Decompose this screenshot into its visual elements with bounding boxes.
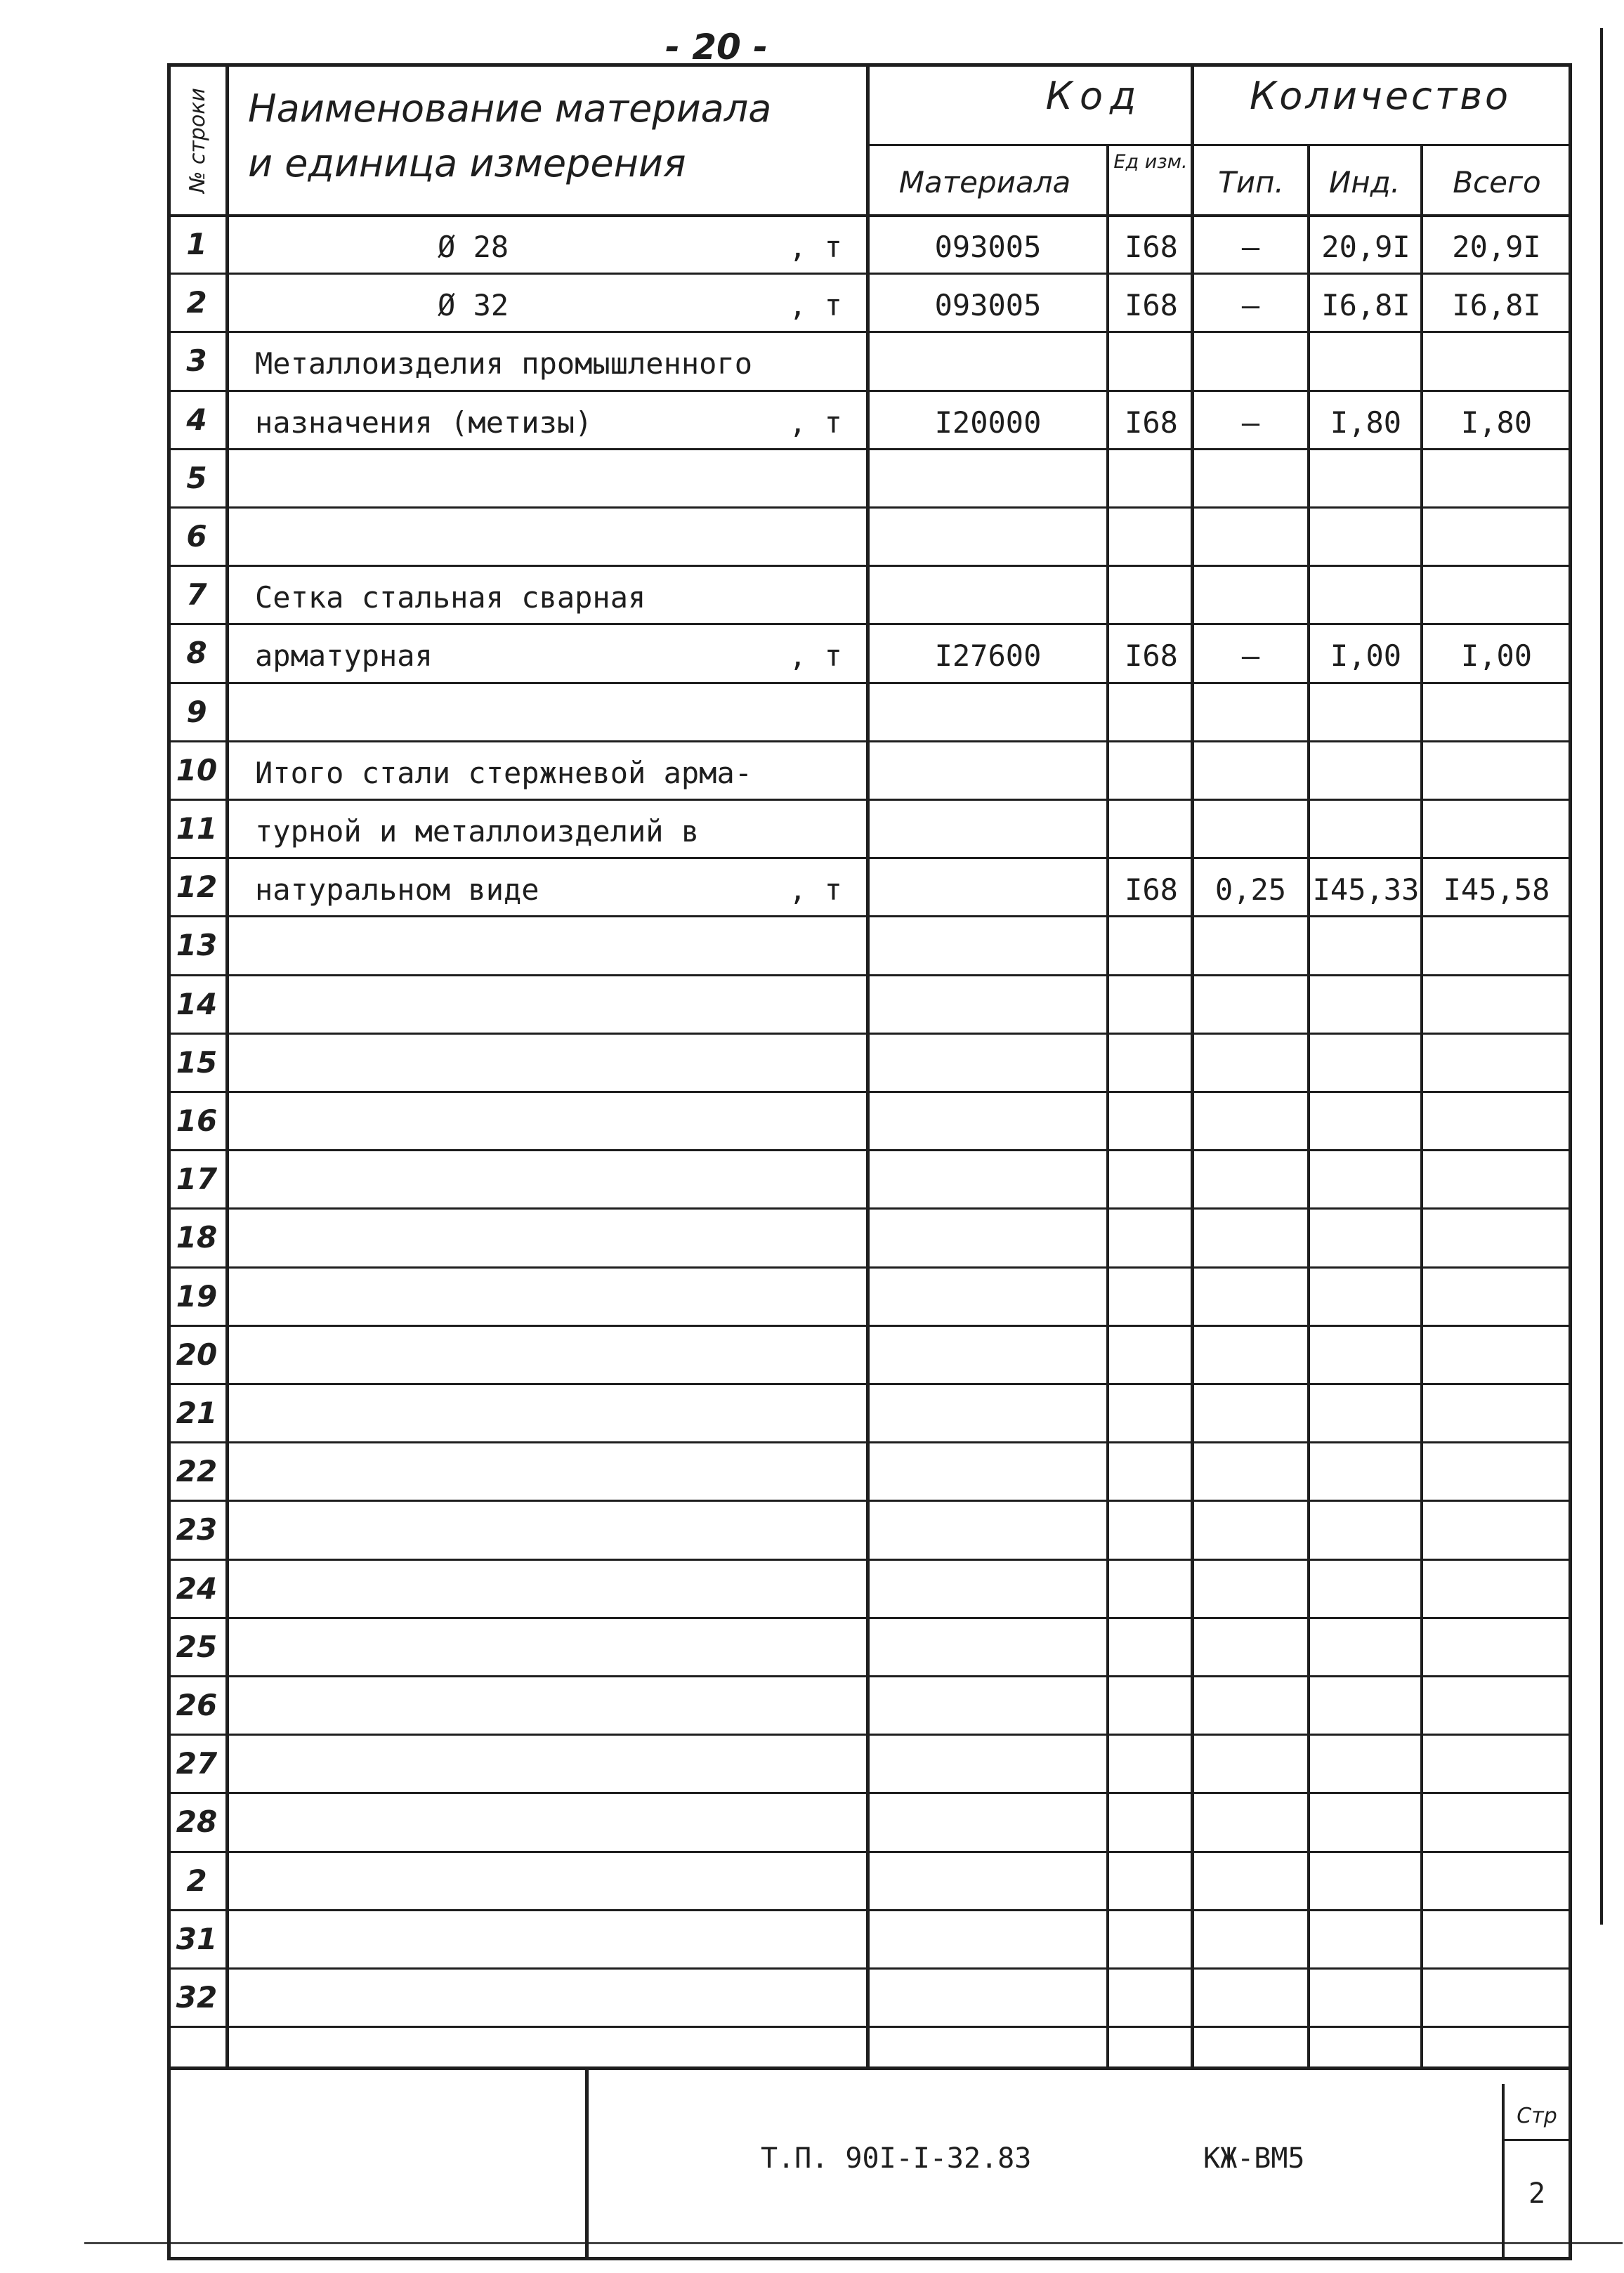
table-row bbox=[171, 448, 1569, 506]
row-number: 5 bbox=[186, 460, 207, 495]
row-qty-typ: – bbox=[1241, 288, 1260, 323]
row-unit: , т bbox=[789, 638, 842, 674]
row-number: 15 bbox=[176, 1044, 218, 1080]
row-unit: , т bbox=[789, 872, 842, 908]
footer-divider bbox=[585, 2066, 589, 2260]
row-name: натуральном виде bbox=[255, 872, 539, 908]
row-unit: , т bbox=[789, 288, 842, 323]
header-qty-total: Всего bbox=[1453, 165, 1541, 199]
row-number: 26 bbox=[176, 1688, 218, 1722]
table-row bbox=[171, 1792, 1569, 1850]
table-row bbox=[171, 740, 1569, 799]
row-number: 18 bbox=[176, 1220, 218, 1255]
row-number: 1 bbox=[186, 227, 207, 261]
row-number: 2 bbox=[186, 285, 207, 320]
header-row-number: № строки bbox=[185, 88, 211, 193]
table-row bbox=[171, 1851, 1569, 1909]
row-qty-ind: 20,9I bbox=[1321, 230, 1410, 264]
row-number: 6 bbox=[186, 519, 207, 553]
header-qty-typ: Тип. bbox=[1218, 165, 1284, 199]
table-row bbox=[171, 1149, 1569, 1207]
header-code-material: Материала bbox=[898, 165, 1071, 199]
header-name-line1: Наименование материала bbox=[248, 86, 772, 131]
row-number: 32 bbox=[176, 1980, 218, 2015]
row-qty-ind: I,00 bbox=[1330, 638, 1402, 674]
row-qty-total: I6,8I bbox=[1452, 288, 1541, 323]
table-row bbox=[171, 1559, 1569, 1617]
footer-mark: КЖ-ВМ5 bbox=[1203, 2142, 1305, 2175]
table-row bbox=[171, 1207, 1569, 1266]
row-qty-typ: – bbox=[1241, 405, 1260, 440]
table-row bbox=[171, 1441, 1569, 1500]
row-number: 16 bbox=[176, 1103, 218, 1138]
row-number: 28 bbox=[176, 1804, 218, 1840]
row-number: 7 bbox=[186, 577, 207, 613]
row-material-code: 093005 bbox=[934, 230, 1042, 264]
row-unit: , т bbox=[789, 230, 842, 264]
row-qty-total: 20,9I bbox=[1452, 230, 1541, 264]
row-qty-ind: I,80 bbox=[1330, 405, 1402, 440]
footer-sheet-number: 2 bbox=[1528, 2177, 1546, 2210]
row-number: 10 bbox=[176, 752, 218, 787]
row-name: Металлоизделия промышленного bbox=[255, 346, 753, 381]
row-number: 27 bbox=[176, 1746, 218, 1781]
row-name: турной и металлоизделий в bbox=[255, 814, 700, 849]
row-qty-total: I,00 bbox=[1460, 638, 1533, 674]
row-name: арматурная bbox=[255, 638, 433, 674]
footer-sheet-label: Стр bbox=[1517, 2104, 1557, 2128]
table-row bbox=[171, 799, 1569, 857]
table-row bbox=[171, 1266, 1569, 1325]
row-code-unit: I68 bbox=[1125, 872, 1178, 908]
row-material-code: I27600 bbox=[934, 638, 1042, 674]
row-qty-ind: I6,8I bbox=[1321, 288, 1410, 323]
table-row bbox=[171, 1909, 1569, 1967]
table-row bbox=[171, 506, 1569, 565]
footer-sheet-split bbox=[1502, 2139, 1572, 2141]
footer-doc-code: Т.П. 90I-I-32.83 bbox=[761, 2142, 1032, 2175]
row-number: 9 bbox=[186, 694, 207, 729]
row-name: Ø 28 bbox=[438, 230, 509, 264]
row-code-unit: I68 bbox=[1125, 405, 1178, 440]
row-number: 11 bbox=[176, 811, 218, 846]
row-number: 8 bbox=[186, 636, 207, 671]
row-number: 20 bbox=[176, 1337, 218, 1372]
table-row bbox=[171, 915, 1569, 974]
table-row bbox=[171, 1033, 1569, 1091]
row-number: 17 bbox=[176, 1162, 218, 1197]
row-number: 23 bbox=[176, 1512, 218, 1547]
table-row bbox=[171, 273, 1569, 331]
row-number: 14 bbox=[176, 986, 218, 1021]
row-number: 31 bbox=[176, 1921, 218, 1956]
row-name: Ø 32 bbox=[438, 288, 509, 323]
page-edge-line bbox=[1600, 28, 1603, 1925]
header-qty-ind: Инд. bbox=[1328, 165, 1401, 199]
row-material-code: 093005 bbox=[934, 288, 1042, 323]
header-code: Код bbox=[1045, 74, 1144, 118]
row-number: 19 bbox=[176, 1278, 218, 1314]
table-row bbox=[171, 974, 1569, 1033]
page-number: - 20 - bbox=[665, 27, 768, 67]
row-number: 3 bbox=[186, 343, 207, 379]
header-code-unit: Ед изм. bbox=[1113, 151, 1188, 173]
table-row bbox=[171, 2026, 1569, 2084]
table-row bbox=[171, 214, 1569, 273]
row-number: 22 bbox=[176, 1454, 218, 1489]
table-row bbox=[171, 1325, 1569, 1383]
table-row bbox=[171, 390, 1569, 448]
row-number: 21 bbox=[176, 1396, 218, 1430]
row-number: 2 bbox=[186, 1863, 207, 1898]
table-row bbox=[171, 331, 1569, 389]
footer-sheet-divider bbox=[1502, 2084, 1505, 2260]
table-row bbox=[171, 1091, 1569, 1149]
row-code-unit: I68 bbox=[1125, 638, 1178, 674]
row-qty-total: I,80 bbox=[1460, 405, 1533, 440]
table-row bbox=[171, 1675, 1569, 1734]
row-number: 12 bbox=[176, 870, 218, 905]
table-row bbox=[171, 1617, 1569, 1675]
row-qty-total: I45,58 bbox=[1443, 872, 1550, 908]
table-row bbox=[171, 857, 1569, 915]
table-row bbox=[171, 1500, 1569, 1558]
table-row bbox=[171, 1967, 1569, 2026]
table-row bbox=[171, 623, 1569, 681]
row-code-unit: I68 bbox=[1125, 288, 1178, 323]
table-row bbox=[171, 565, 1569, 623]
row-number: 24 bbox=[176, 1571, 218, 1606]
row-unit: , т bbox=[789, 405, 842, 440]
row-code-unit: I68 bbox=[1125, 230, 1178, 264]
row-material-code: I20000 bbox=[934, 405, 1042, 440]
row-qty-ind: I45,33 bbox=[1312, 872, 1420, 908]
row-name: Итого стали стержневой арма- bbox=[255, 755, 753, 790]
row-name: Сетка стальная сварная bbox=[255, 580, 646, 615]
row-number: 4 bbox=[186, 402, 207, 437]
row-qty-typ: – bbox=[1241, 230, 1260, 264]
row-number: 25 bbox=[176, 1629, 218, 1664]
header-subdivider bbox=[866, 144, 1569, 146]
table-row bbox=[171, 682, 1569, 740]
row-qty-typ: – bbox=[1241, 638, 1260, 674]
table-row bbox=[171, 1734, 1569, 1792]
spec-table-frame bbox=[167, 63, 1572, 2260]
row-number: 13 bbox=[176, 928, 218, 963]
header-quantity: Количество bbox=[1249, 74, 1512, 118]
row-name: назначения (метизы) bbox=[255, 405, 593, 440]
header-name-line2: и единица измерения bbox=[248, 141, 686, 185]
row-qty-typ: 0,25 bbox=[1214, 872, 1287, 908]
table-row bbox=[171, 1383, 1569, 1441]
